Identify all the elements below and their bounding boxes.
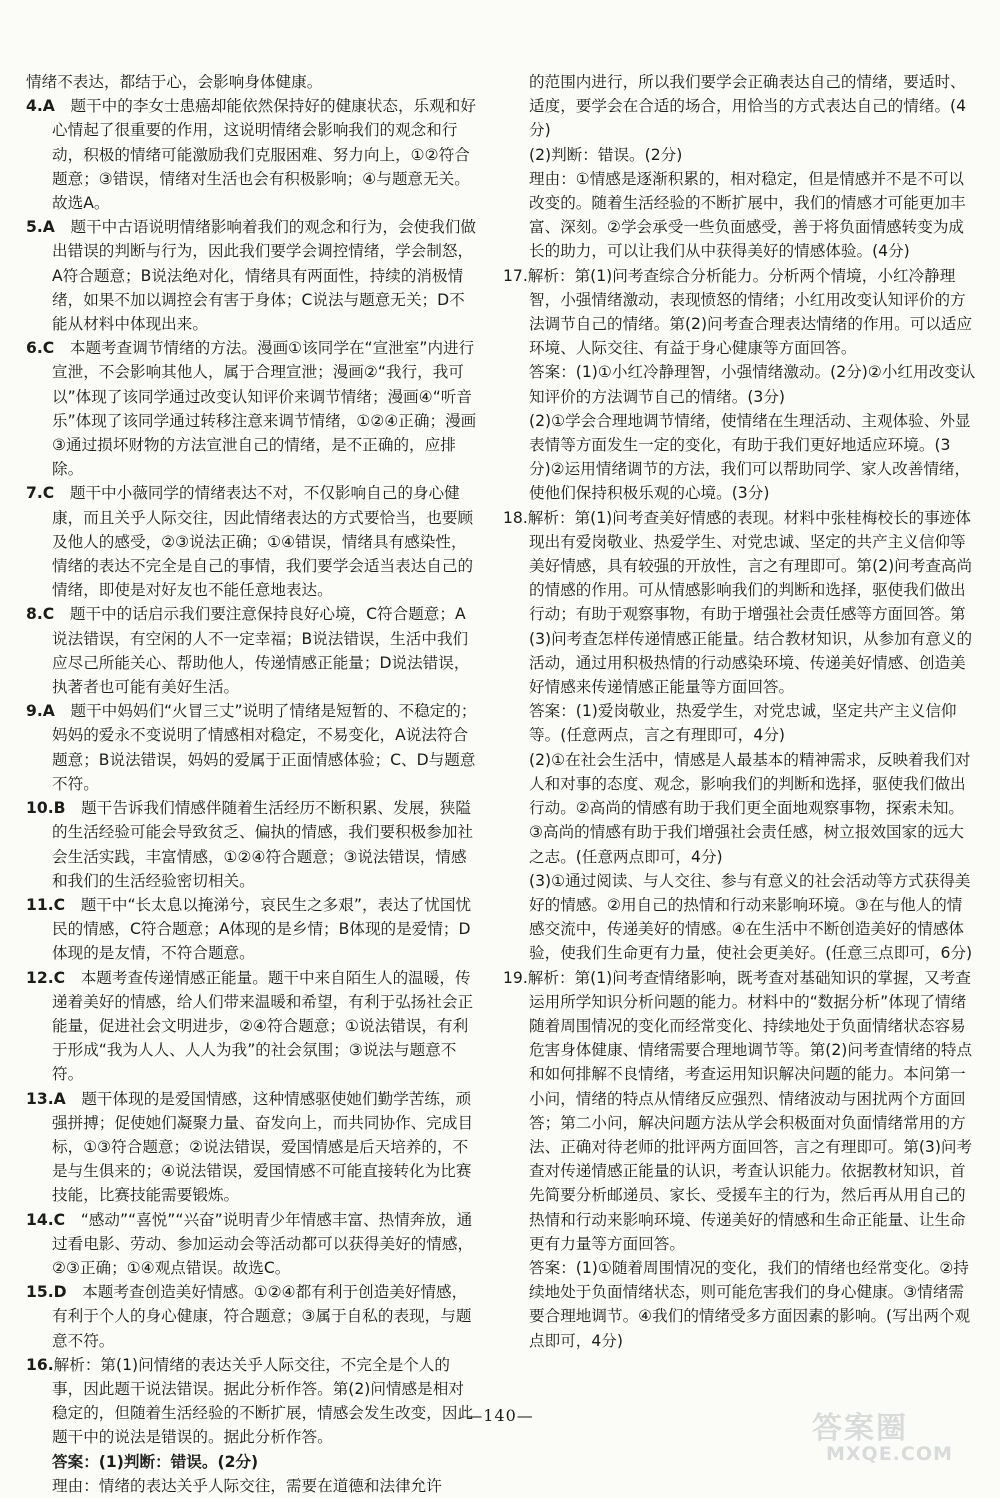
page-number: —140—	[466, 1406, 534, 1425]
answer-item-7: 7.C 题干中小薇同学的情绪表达不对，不仅影响自己的身心健康，而且关乎人际交往，因此情绪表达的方式要恰当，也要顾及他人的感受，②③说法正确；①④错误，情绪具有感染性，情绪的表达不完全是自己的事情，我们要学会适当表达自己的情绪，即使是对好友也不能任意地表达。	[26, 484, 474, 600]
intro-text: 情绪不表达，都结于心，会影响身体健康。	[26, 73, 323, 91]
answer-18-part1: 答案：(1)爱岗敬业，热爱学生，对党忠诚，坚定共产主义信仰等。(任意两点，言之有理即可，4分)	[529, 702, 957, 745]
answer-18-part3: (3)①通过阅读、与人交往、参与有意义的社会活动等方式获得美好的情感。②用自己的热情和行动来影响环境。③在与他人的情感交流中，传递美好的情感。④在生活中不断创造美好的情感体验，使我们生命更有力量，使社会更美好。(任意三点即可，6分)	[529, 871, 973, 963]
answer-16-part1-head: 答案：(1)判断：错误。(2分)	[52, 1452, 259, 1471]
answer-item-16: 16.解析：第(1)问情绪的表达关乎人际交往，不完全是个人的事，因此题干说法错误。据此分析作答。第(2)问情感是相对稳定的，但随着生活经验的不断扩展，情感会发生改变，因此题干中的说法是错误的。据此分析作答。	[26, 1355, 474, 1447]
right-column	[503, 70, 976, 1353]
watermark-logo-text: 答案圈	[812, 1411, 908, 1446]
answer-item-17: 17.解析：第(1)问考查综合分析能力。分析两个情境，小红冷静理智，小强情绪激动，表现愤怒的情绪；小红用改变认知评价的方法调节自己的情绪。第(2)问考查合理表达情绪的作用。可以适应环境、人际交往、有益于身心健康等方面回答。	[503, 266, 973, 358]
answer-16-part2-head: (2)判断：错误。(2分)	[529, 145, 683, 164]
answer-item-9: 9.A 题干中妈妈们“火冒三丈”说明了情绪是短暂的、不稳定的；妈妈的爱永不变说明了情感相对稳定，不易变化，A说法符合题意；B说法错误，妈妈的爱属于正面情感体验；C、D与题意不符。	[26, 702, 477, 793]
answer-16-reason-start: 理由：情绪的表达关乎人际交往，需要在道德和法律允许	[52, 1476, 442, 1495]
site-watermark	[812, 1403, 982, 1463]
answer-19-part1: 答案：(1)①随着周围情况的变化，我们的情绪也经常变化。②持续地处于负面情绪状态，则可能危害我们的身心健康。③情绪需要合理地调节。④我们的情绪受多方面因素的影响。(写出两个观点即可，4分)	[529, 1258, 971, 1350]
watermark-url: MXQE.COM	[826, 1443, 953, 1465]
answer-item-12: 12.C 本题考查传递情感正能量。题干中来自陌生人的温暖，传递着美好的情感，给人们带来温暖和希望，有利于弘扬社会正能量，促进社会文明进步，②④符合题意；①说法错误，有利于形成“我为人人、人人为我”的社会氛围；③说法与题意不符。	[26, 968, 474, 1084]
answer-item-18: 18.解析：第(1)问考查美好情感的表现。材料中张桂梅校长的事迹体现出有爱岗敬业、热爱学生、对党忠诚、坚定的共产主义信仰等美好情感，具有较强的开放性，言之有理即可。第(2)问考查高尚的情感的作用。可从情感影响我们的判断和选择，驱使我们做出行动；有助于观察事物，有助于增强社会责任感等方面回答。第(3)问考查怎样传递情感正能量。结合教材知识，从参加有意义的活动，通过用积极热情的行动感染环境、传递美好情感、创造美好情感来传递情感正能量等方面回答。	[503, 508, 973, 697]
answer-item-15: 15.D 本题考查创造美好情感。①②④都有利于创造美好情感，有利于个人的身心健康，符合题意；③属于自私的表现，与题意不符。	[26, 1283, 472, 1350]
answer-item-8: 8.C 题干中的话启示我们要注意保持良好心境，C符合题意；A说法错误，有空闲的人不一定幸福；B说法错误，生活中我们应尽己所能关心、帮助他人，传递情感正能量；D说法错误，执著者也可能有美好生活。	[26, 605, 470, 697]
answer-item-14: 14.C “感动”“喜悦”“兴奋”说明青少年情感丰富、热情奔放，通过看电影、劳动、参加运动会等活动都可以获得美好的情感，②③正确；①④观点错误。故选C。	[26, 1210, 474, 1277]
answer-item-10: 10.B 题干告诉我们情感伴随着生活经历不断积累、发展，狭隘的生活经验可能会导致贫乏、偏执的情感，我们要积极参加社会生活实践，丰富情感，①②④符合题意；③说法错误，情感和我们的生活经验密切相关。	[26, 799, 474, 890]
answer-17-part1: 答案：(1)①小红冷静理智，小强情绪激动。(2分)②小红用改变认知评价的方法调节自己的情绪。(3分)	[529, 363, 976, 406]
answer-item-19: 19.解析：第(1)问考查情绪影响，既考查对基础知识的掌握，又考查运用所学知识分析问题的能力。材料中的“数据分析”体现了情绪随着周围情况的变化而经常变化、持续地处于负面情绪状态容易危害身体健康、情绪需要合理地调节等。第(2)问考查情绪的特点和如何排解不良情绪，考查运用知识解决问题的能力。本问第一小问，情绪的特点从情绪反应强烈、情绪波动与困扰两个方面回答；第二小问，解决问题方法从学会积极面对负面情绪常用的方法、正确对待老师的批评两方面回答，言之有理即可。第(3)问考查对传递情感正能量的认识，考查认识能力。依据教材知识，首先简要分析邮递员、家长、受援车主的行为，然后再从用自己的热情和行动来影响环境、传递美好的情感和生命正能量、让生命更有力量等方面回答。	[503, 968, 973, 1253]
answer-17-part2: (2)①学会合理地调节情绪，使情绪在生理活动、主观体验、外显表情等方面发生一定的变化，有助于我们更好地适应环境。(3分)②运用情绪调节的方法，我们可以帮助同学、家人改善情绪，使他们保持积极乐观的心境。(3分)	[529, 411, 971, 503]
left-column	[26, 70, 478, 1498]
answer-item-11: 11.C 题干中“长太息以掩涕兮，哀民生之多艰”，表达了忧国忧民的情感，C符合题意；A体现的是乡情；B体现的是爱情；D体现的是友情，不符合题意。	[26, 895, 472, 963]
answer-item-6: 6.C 本题考查调节情绪的方法。漫画①该同学在“宣泄室”内进行宣泄，不会影响其他人，属于合理宣泄；漫画②“我行，我可以”体现了该同学通过改变认知评价来调节情绪；漫画④“听音乐”体现了该同学通过转移注意来调节情绪，①②④正确；漫画③通过损坏财物的方法宣泄自己的情绪，是不正确的，应排除。	[26, 339, 477, 479]
answer-item-13: 13.A 题干体现的是爱国情感，这种情感驱使她们勤学苦练，顽强拼搏；促使她们凝聚力量、奋发向上，而共同协作、完成目标，①③符合题意；②说法错误，爱国情感是后天培养的，不是与生俱来的；④说法错误，爱国情感不可能直接转化为比赛技能，比赛技能需要锻炼。	[26, 1089, 474, 1205]
answer-16-part2-reason: 理由：①情感是逐渐积累的，相对稳定，但是情感并不是不可以改变的。随着生活经验的不断扩展中，我们的情感才可能更加丰富、深刻。②学会承受一些负面感受，善于将负面情感转变为成长的助力，可以让我们从中获得美好的情感体验。(4分)	[529, 169, 966, 261]
answer-item-4: 4.A 题干中的李女士患癌却能依然保持好的健康状态，乐观和好心情起了很重要的作用，这说明情绪会影响我们的观念和行动，积极的情绪可能激励我们克服困难、努力向上，①②符合题意；③错误，情绪对生活也会有积极影响；④与题意无关。故选A。	[26, 97, 476, 213]
answer-18-part2: (2)①在社会生活中，情感是人最基本的精神需求，反映着我们对人和对事的态度、观念，影响我们的判断和选择，驱使我们做出行动。②高尚的情感有助于我们更全面地观察事物，探索未知。③高尚的情感有助于我们增强社会责任感，树立报效国家的远大之志。(任意两点即可，4分)	[529, 750, 971, 866]
answer-item-5: 5.A 题干中古语说明情绪影响着我们的观念和行为，会使我们做出错误的判断与行为，因此我们要学会调控情绪，学会制怒，A符合题意；B说法绝对化，情绪具有两面性，持续的消极情绪，如果不加以调控会有害于身体；C说法与题意无关；D不能从材料中体现出来。	[26, 218, 476, 334]
answer-16-reason-cont: 的范围内进行，所以我们要学会正确表达自己的情绪，要适时、适度，要学会在合适的场合，用恰当的方式表达自己的情绪。(4分)	[529, 73, 967, 140]
